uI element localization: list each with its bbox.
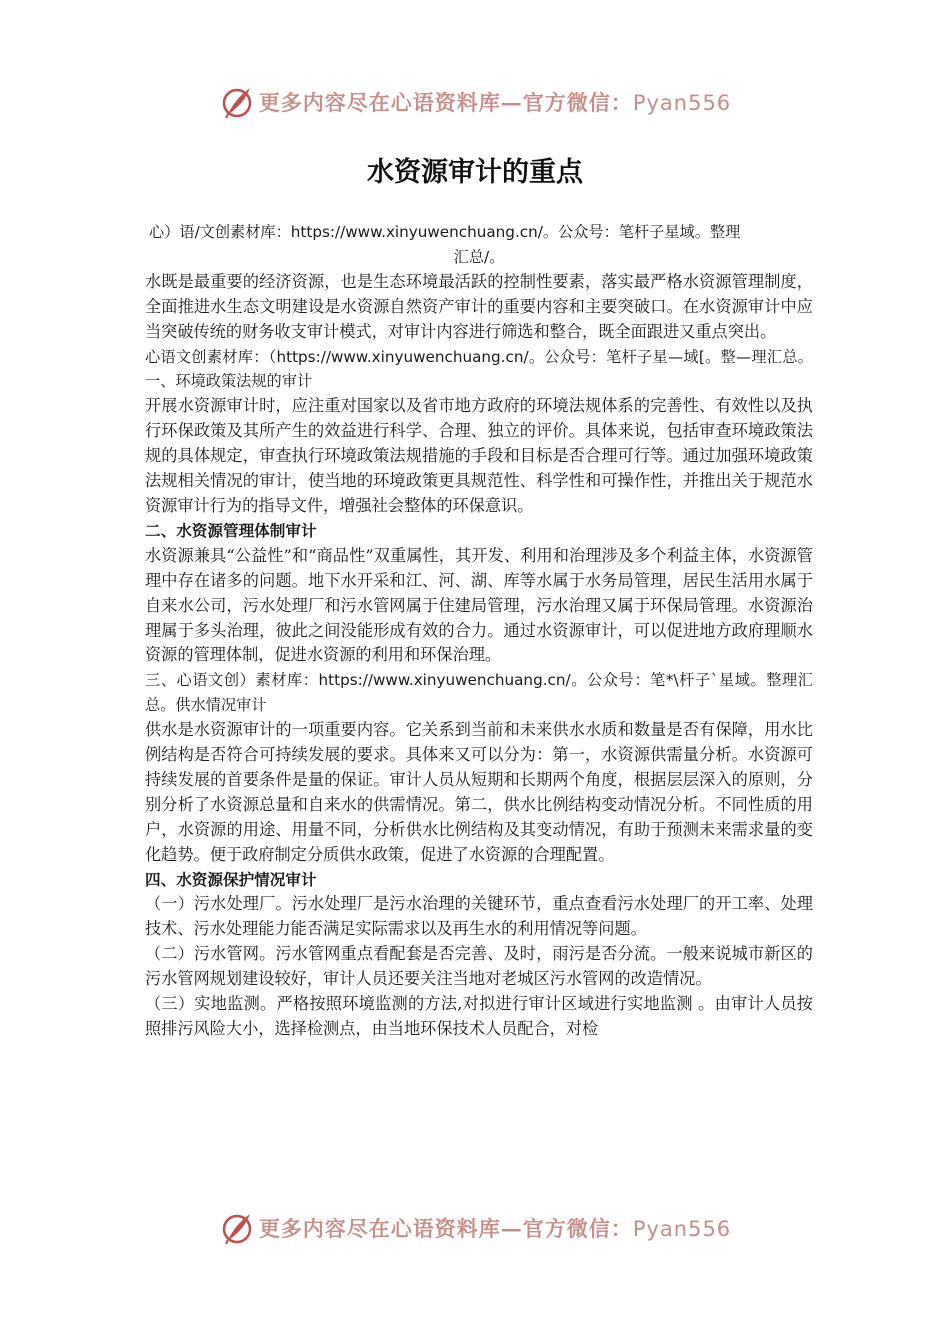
section2-body: 水资源兼具“公益性”和“商品性”双重属性，其开发、利用和治理涉及多个利益主体，水资源管理中存在诸多的问题。地下水开采和江、河、湖、库等水属于水务局管理，居民生活用水属于自来水公司，污水处理厂和污水管网属于住建局管理，污水治理又属于环保局管理。水资源治理属于多头治理，彼此之间没能形成有效的合力。通过水资源审计，可以促进地方政府理顺水资源的管理体制，促进水资源的利用和环保治理。 <box>145 545 813 665</box>
banner-text: 更多内容尽在心语资料库—官方微信：Pyan556 <box>258 90 732 115</box>
section3-heading: 三、心语文创）素材库：https://www.xinyuwenchuang.cn/。公众号：笔*\杆子`星域。整理汇总。供水情况审计 <box>145 671 813 715</box>
wechat-id: Pyan556 <box>632 1217 732 1241</box>
section4-item-3: （三）实地监测。严格按照环境监测的方法,对拟进行审计区域进行实地监测 。由审计人员按照排污风险大小，选择检测点，由当地环保技术人员配合，对检 <box>145 994 813 1038</box>
footer-banner <box>0 1208 950 1248</box>
document-title: 水资源审计的重点 <box>367 157 583 188</box>
section1-heading: 心语文创素材库：（https://www.xinyuwenchuang.cn/。公众号：笔杆子星—域[。整—理汇总。一、环境政策法规的审计 <box>145 347 813 391</box>
section4-item-1: （一）污水处理厂。污水处理厂是污水治理的关键环节，重点查看污水处理厂的开工率、处理技术、污水处理能力能否满足实际需求以及再生水的利用情况等问题。 <box>145 894 813 939</box>
section4-heading: 四、水资源保护情况审计 <box>145 870 317 889</box>
source-note-line1: 心）语/文创素材库：https://www.xinyuwenchuang.cn/。公众号：笔杆子星域。整理 <box>149 223 741 241</box>
section3-body: 供水是水资源审计的一项重要内容。它关系到当前和未来供水水质和数量是否有保障，用水比例结构是否符合可持续发展的要求。具体来又可以分为：第一，水资源供需量分析。水资源可持续发展的首要条件是量的保证。审计人员从短期和长期两个角度，根据层层深入的原则，分别分析了水资源总量和自来水的供需情况。第二，供水比例结构变动情况分析。不同性质的用户，水资源的用途、用量不同，分析供水比例结构及其变动情况，有助于预测未来需求量的变化趋势。便于政府制定分质供水政策，促进了水资源的合理配置。 <box>145 720 813 864</box>
intro-paragraph: 水既是最重要的经济资源，也是生态环境最活跃的控制性要素，落实最严格水资源管理制度，全面推进水生态文明建设是水资源自然资产审计的重要内容和主要突破口。在水资源审计中应当突破传统的财务收支审计模式，对审计内容进行筛选和整合，既全面跟进又重点突出。 <box>145 271 813 341</box>
feather-logo-icon <box>219 84 255 120</box>
document-body <box>145 220 813 1042</box>
section1-body: 开展水资源审计时，应注重对国家以及省市地方政府的环境法规体系的完善性、有效性以及执行环保政策及其所产生的效益进行科学、合理、独立的评价。具体来说，包括审查环境政策法规的具体规定，审查执行环境政策法规措施的手段和目标是否合理可行等。通过加强环境政策法规相关情况的审计，使当地的环境政策更具规范性、科学性和可操作性，并推出关于规范水资源审计行为的指导文件，增强社会整体的环保意识。 <box>145 396 813 515</box>
header-banner <box>0 82 950 122</box>
banner-text: 更多内容尽在心语资料库—官方微信：Pyan556 <box>258 1216 732 1241</box>
section2-heading: 二、水资源管理体制审计 <box>145 521 317 540</box>
source-note-line2: 汇总/。 <box>453 247 505 266</box>
section4-item-2: （二）污水管网。污水管网重点看配套是否完善、及时，雨污是否分流。一般来说城市新区的污水管网规划建设较好，审计人员还要关注当地对老城区污水管网的改造情况。 <box>145 944 813 989</box>
feather-logo-icon <box>219 1210 255 1246</box>
wechat-id: Pyan556 <box>632 91 732 115</box>
